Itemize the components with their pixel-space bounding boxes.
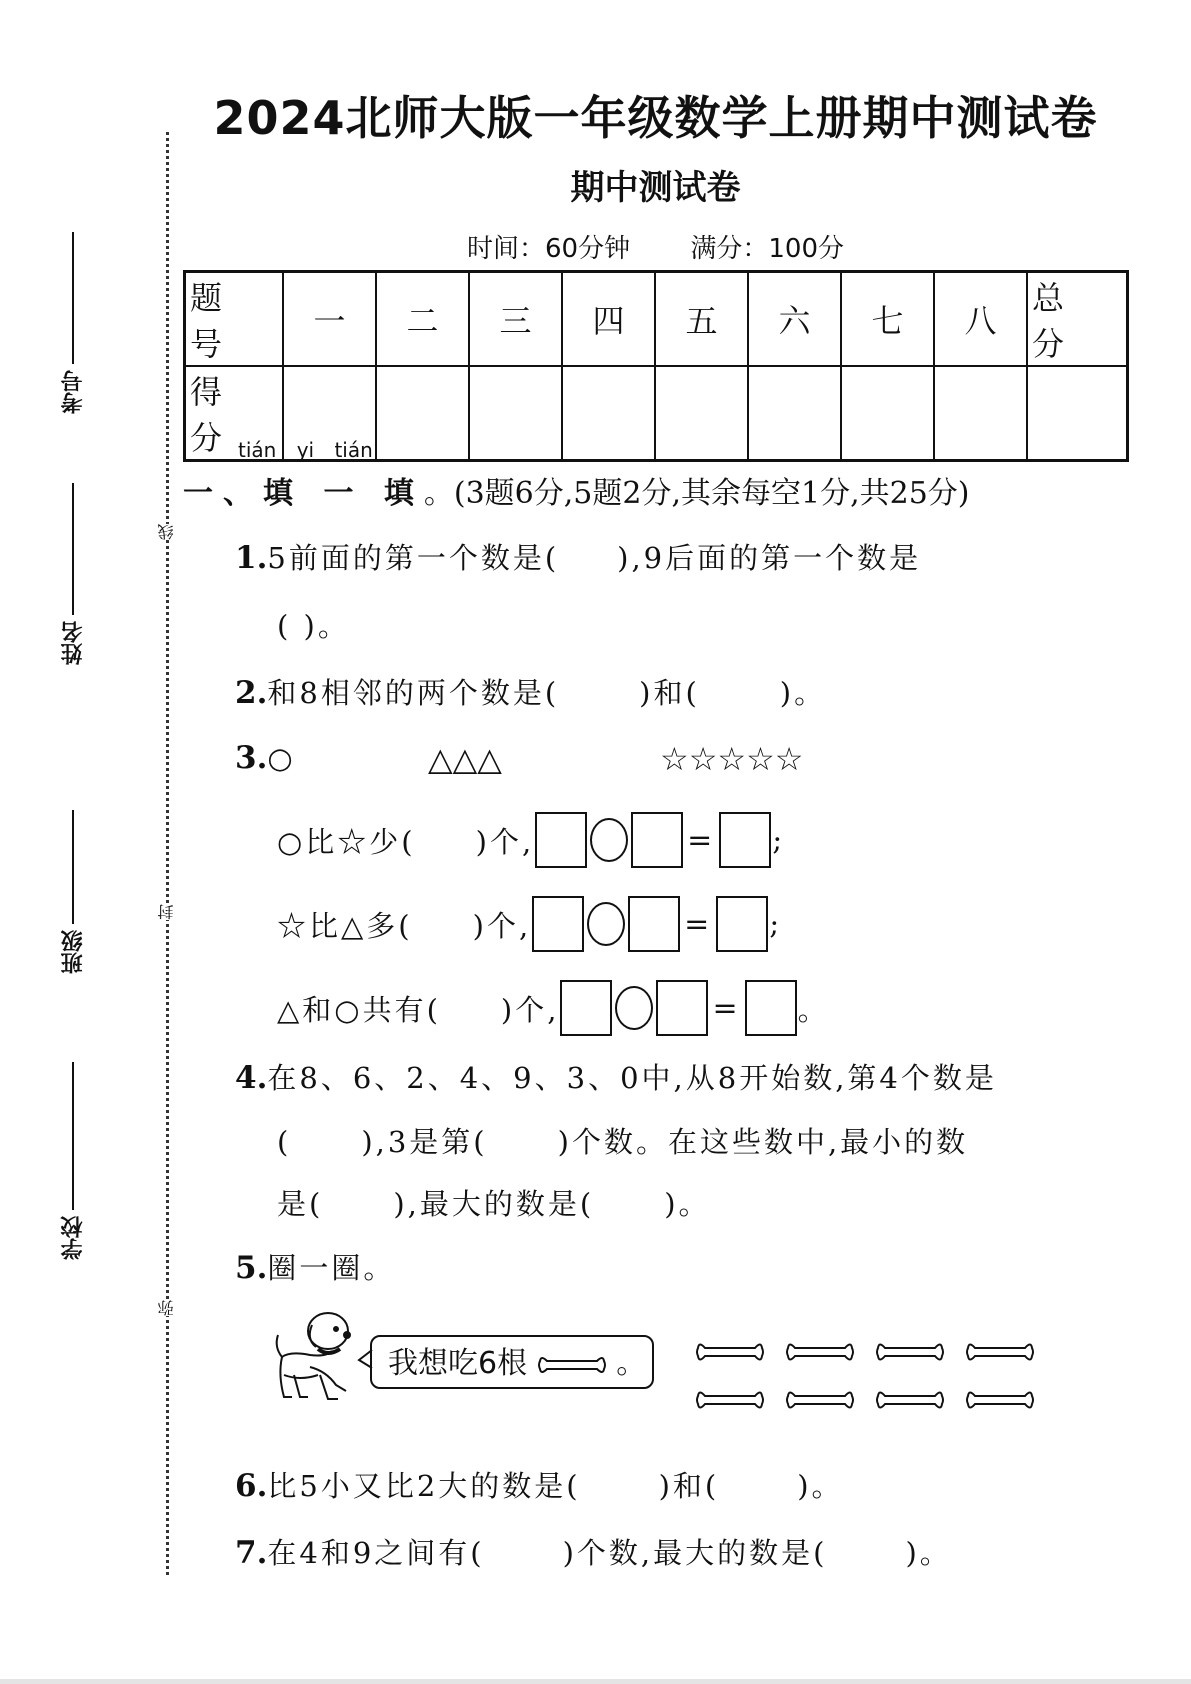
question-text: )。 [779,676,827,710]
column-header: 三 [469,272,562,367]
question-7 [235,1531,952,1572]
column-header: 六 [748,272,841,367]
column-header: 五 [655,272,748,367]
question-number: 5. [235,1250,268,1286]
question-text: ),最大的数是( [393,1187,595,1221]
question-text: 和8相邻的两个数是( [267,676,560,710]
column-header: 二 [376,272,469,367]
column-header: 七 [841,272,934,367]
question-number: 2. [235,675,268,711]
class-field[interactable] [58,810,88,1030]
bone-icon[interactable] [785,1388,855,1412]
question-3-part-2 [277,896,782,952]
question-text: )个, [472,908,532,943]
full-score: 满分：100分 [690,234,844,264]
answer-blank[interactable]: ( )。 [277,609,350,643]
question-text: ( [277,1125,292,1159]
row-header-score: 得 分 [185,366,284,461]
section-heading [183,468,970,512]
question-number: 4. [235,1060,268,1096]
name-label: 姓名 [61,621,86,665]
number-box[interactable] [656,980,708,1036]
column-header-total: 总 分 [1027,272,1128,367]
school-field[interactable] [58,1062,88,1312]
question-6 [235,1464,844,1505]
speech-text: 我想吃6根 [388,1346,528,1381]
question-1-line-2 [277,604,350,645]
equals-sign: = [712,990,741,1026]
circle-group: ○ [267,741,296,775]
question-text: 5前面的第一个数是( [267,541,560,575]
section-pinyin: tián yi tián [238,438,373,462]
punctuation: 。 [616,1346,647,1381]
exam-number-line[interactable] [72,232,74,364]
bone-grid [695,1340,1035,1420]
number-box[interactable] [631,812,683,868]
score-cell[interactable] [841,366,934,461]
equals-sign: = [684,906,713,942]
bone-icon [537,1354,607,1376]
question-text: ○比☆少( [277,824,416,859]
question-text: )个数,最大的数是( [562,1536,828,1570]
question-text: ),9后面的第一个数是 [617,541,922,575]
column-header: 四 [562,272,655,367]
time-limit: 时间：60分钟 [467,234,631,264]
name-field[interactable] [58,483,88,713]
question-text: )。 [797,1469,844,1503]
question-text: △和○共有( [277,992,441,1027]
document-subtitle: 期中测试卷 [570,168,741,208]
question-text: ),3是第( [361,1125,488,1159]
result-box[interactable] [719,812,771,868]
school-line[interactable] [72,1062,74,1210]
punctuation: 。 [797,992,830,1027]
question-text: 在4和9之间有( [267,1536,485,1570]
question-number-row [185,272,1128,367]
score-cell[interactable] [934,366,1027,461]
score-cell[interactable] [748,366,841,461]
document-title: 2024北师大版一年级数学上册期中测试卷 [213,91,1098,145]
operator-circle[interactable] [615,986,653,1030]
bone-icon[interactable] [695,1388,765,1412]
question-4 [235,1056,997,1097]
bone-icon[interactable] [695,1340,765,1364]
name-line[interactable] [72,483,74,615]
question-4-line-3 [277,1182,711,1223]
result-box[interactable] [716,896,768,952]
question-1 [235,536,921,577]
question-text: )和( [658,1469,720,1503]
question-text: )个, [475,824,535,859]
question-text: 比5小又比2大的数是( [267,1469,581,1503]
question-number: 7. [235,1535,268,1571]
question-text: 圈一圈。 [267,1251,396,1285]
operator-circle[interactable] [590,818,628,862]
number-box[interactable] [532,896,584,952]
bone-icon[interactable] [875,1388,945,1412]
row-header-question-number: 题 号 [185,272,284,367]
score-cell[interactable] [376,366,469,461]
number-box[interactable] [535,812,587,868]
class-label: 班级 [61,930,86,974]
question-text: 在8、6、2、4、9、3、0中,从8开始数,第4个数是 [267,1061,997,1095]
question-number: 6. [235,1468,268,1504]
question-3 [235,740,296,776]
question-3-part-3 [277,980,830,1036]
exam-number-label: 考号 [61,370,86,414]
speech-bubble-text [388,1338,646,1382]
score-cell[interactable] [655,366,748,461]
operator-circle[interactable] [587,902,625,946]
punctuation: ; [769,907,783,941]
question-text: )个, [500,992,560,1027]
punctuation: ; [772,823,786,857]
column-header: 一 [283,272,376,367]
binding-dotted-line [166,132,169,1575]
question-text: )。 [905,1536,952,1570]
question-text: )和( [639,676,700,710]
column-header: 八 [934,272,1027,367]
question-5 [235,1246,395,1287]
triangle-group: △△△ [428,740,502,778]
cut-label-feng: 封 [157,904,176,920]
bone-icon[interactable] [965,1388,1035,1412]
score-cell[interactable] [469,366,562,461]
total-score-cell[interactable] [1027,366,1128,461]
page-bottom-edge [0,1679,1191,1684]
score-table [183,270,1129,462]
bone-icon[interactable] [875,1340,945,1364]
result-box[interactable] [745,980,797,1036]
exam-number-field[interactable] [58,232,88,452]
question-number: 3. [235,740,268,776]
exam-info [0,228,1191,265]
section-title: 填 一 填 [263,476,424,511]
cut-label-mi: 弥 [157,1300,176,1316]
number-box[interactable] [628,896,680,952]
equals-sign: = [687,822,716,858]
bone-icon[interactable] [785,1340,855,1364]
score-cell[interactable] [562,366,655,461]
question-text: 是( [277,1187,324,1221]
question-4-line-2 [277,1120,968,1161]
question-3-part-1 [277,812,785,868]
question-text: )个数。在这些数中,最小的数 [557,1125,969,1159]
star-group: ☆☆☆☆☆ [660,740,804,778]
number-box[interactable] [560,980,612,1036]
question-number: 1. [235,540,268,576]
class-line[interactable] [72,810,74,924]
section-number: 一、 [183,476,263,511]
school-label: 学校 [61,1216,86,1260]
dog-illustration-icon [270,1305,360,1415]
question-2 [235,671,826,712]
question-text: ☆比△多( [277,908,413,943]
cut-label-xian: 线 [157,524,176,540]
question-text: )。 [664,1187,711,1221]
section-note: 。(3题6分,5题2分,其余每空1分,共25分) [423,476,970,511]
bone-icon[interactable] [965,1340,1035,1364]
